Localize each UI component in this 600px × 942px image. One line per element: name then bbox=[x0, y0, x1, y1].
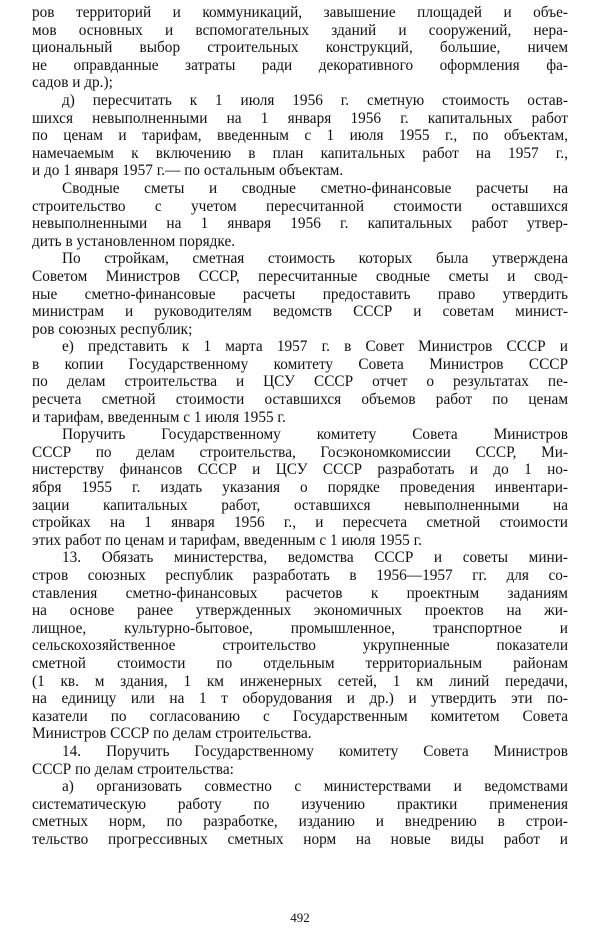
text-line: е) представить к 1 марта 1957 г. в Совет Министров СССР и bbox=[62, 338, 568, 356]
text-line: казатели по согласованию с Государственным комитетом Совета bbox=[32, 707, 568, 725]
paragraph bbox=[32, 743, 568, 778]
text-line: СССР по делам строительства: bbox=[32, 760, 234, 778]
text-line: 14. Поручить Государственному комитету Совета Министров bbox=[62, 742, 568, 760]
text-line: систематическую работу по изучению практики применения bbox=[32, 795, 568, 813]
text-line: (1 кв. м здания, 1 км инженерных сетей, 1 км линий передачи, bbox=[32, 672, 568, 690]
paragraph bbox=[32, 4, 568, 92]
text-line: не оправданные затраты ради декоративного оформления фа- bbox=[32, 56, 568, 74]
text-line: ров союзных республик; bbox=[32, 320, 193, 338]
text-line: по ценам и тарифам, введенным с 1 июля 1955 г., по объектам, bbox=[32, 127, 568, 145]
paragraph bbox=[32, 180, 568, 250]
text-line: мов основных и вспомогательных зданий и сооружений, нера- bbox=[32, 21, 568, 39]
text-line: этих работ по ценам и тарифам, введенным с 1 июля 1955 г. bbox=[32, 531, 423, 549]
paragraph bbox=[32, 778, 568, 848]
text-line: д) пересчитать к 1 июля 1956 г. сметную стоимость остав- bbox=[62, 91, 568, 109]
text-line: По стройкам, сметная стоимость которых была утверждена bbox=[62, 250, 568, 268]
paragraph bbox=[32, 92, 568, 180]
text-line: и тарифам, введенным с 1 июля 1955 г. bbox=[32, 408, 286, 426]
text-line: стров союзных республик разработать в 1956—1957 гг. для со- bbox=[32, 567, 568, 584]
paragraph bbox=[32, 549, 568, 743]
text-line: сельскохозяйственное строительство укрупненные показатели bbox=[32, 637, 568, 655]
text-line: а) организовать совместно с министерствами и ведомствами bbox=[62, 778, 568, 796]
text-line: лищное, культурно-бытовое, промышленное, транспортное и bbox=[32, 619, 568, 637]
text-line: циональный выбор строительных конструкций, большие, ничем bbox=[32, 39, 568, 57]
page-number: 492 bbox=[290, 910, 310, 925]
text-line: ров территорий и коммуникаций, завышение площадей и объе- bbox=[32, 4, 568, 21]
paragraph bbox=[32, 426, 568, 549]
text-line: садов и др.); bbox=[32, 74, 113, 92]
text-line: в копии Государственному комитету Совета Министров СССР bbox=[32, 355, 568, 373]
paragraph bbox=[32, 338, 568, 426]
text-line: сметной стоимости по отдельным территориальным районам bbox=[32, 654, 568, 672]
text-line: нистерству финансов СССР и ЦСУ СССР разработать и до 1 но- bbox=[32, 461, 568, 479]
text-line: Поручить Государственному комитету Совета Министров bbox=[62, 426, 568, 444]
text-line: по делам строительства и ЦСУ СССР отчет о результатах пе- bbox=[32, 373, 568, 391]
text-line: ставления сметно-финансовых расчетов к проектным заданиям bbox=[32, 584, 568, 602]
text-line: и до 1 января 1957 г.— по остальным объектам. bbox=[32, 162, 344, 180]
text-line: невыполненными на 1 января 1956 г. капитальных работ утвер- bbox=[32, 215, 568, 233]
text-line: сметных норм, по разработке, изданию и внедрению в строи- bbox=[32, 813, 568, 831]
text-line: шихся невыполненными на 1 января 1956 г. капитальных работ bbox=[32, 109, 568, 127]
text-line: стройках на 1 января 1956 г., и пересчета сметной стоимости bbox=[32, 514, 568, 532]
text-line: зации капитальных работ, оставшихся невыполненными на bbox=[32, 496, 568, 514]
text-line: на основе ранее утвержденных экономичных проектов на жи- bbox=[32, 602, 568, 620]
text-line: СССР по делам строительства, Госэкономкомиссии СССР, Ми- bbox=[32, 443, 568, 461]
text-line: Сводные сметы и сводные сметно-финансовые расчеты на bbox=[62, 179, 568, 197]
paragraph bbox=[32, 250, 568, 338]
text-line: Советом Министров СССР, пересчитанные сводные сметы и свод- bbox=[32, 267, 568, 285]
text-line: ября 1955 г. издать указания о порядке проведения инвентари- bbox=[32, 479, 568, 497]
text-line: тельство прогрессивных сметных норм на новые виды работ и bbox=[32, 830, 568, 848]
text-line: строительство с учетом пересчитанной стоимости оставшихся bbox=[32, 197, 568, 215]
text-line: дить в установленном порядке. bbox=[32, 232, 236, 250]
text-line: намечаемым к включению в план капитальных работ на 1957 г., bbox=[32, 144, 568, 162]
text-line: ные сметно-финансовые расчеты предоставить право утвердить bbox=[32, 285, 568, 303]
text-line: 13. Обязать министерства, ведомства СССР и советы мини- bbox=[62, 549, 568, 567]
document-page bbox=[32, 4, 568, 849]
text-line: Министров СССР по делам строительства. bbox=[32, 725, 312, 743]
text-line: ресчета сметной стоимости оставшихся объемов работ по ценам bbox=[32, 391, 568, 409]
text-line: на единицу или на 1 т оборудования и др.) и утвердить эти по- bbox=[32, 690, 568, 708]
text-line: министрам и руководителям ведомств СССР и советам минист- bbox=[32, 303, 568, 321]
